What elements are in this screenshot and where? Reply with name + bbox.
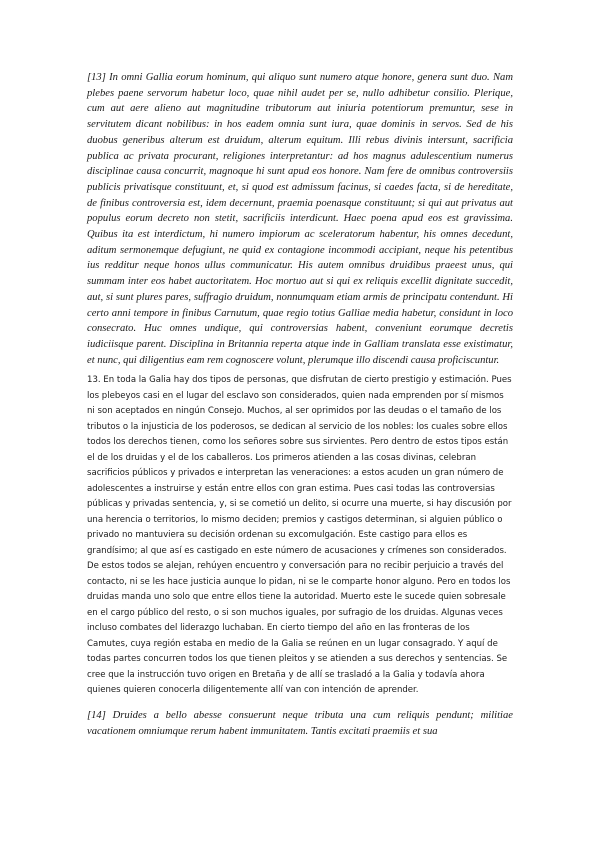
spanish-translation-13: 13. En toda la Galia hay dos tipos de personas, que disfrutan de cierto prestigio y estimación. Pues los plebeyos casi en el lugar del esclavo son considerados, quien nada emprenden por sí mismos ni son aceptados en ningún Consejo. Muchos, al ser oprimidos por las deudas o el tamaño de los tributos o la injusticia de los poderosos, se dedican al servicio de los nobles: los cuales sobre ellos todos los derechos tienen, como los señores sobre sus sirvientes. Pero dentro de estos tipos están el de los druidas y el de los caballeros. Los primeros atienden a las cosas divinas, celebran sacrificios públicos y privados e interpretan las veneraciones: a estos acuden un gran número de adolescentes a instruirse y están entre ellos con gran estima. Pues casi todas las controversias públicas y privadas sentencia, y, si se cometió un delito, si ocurre una muerte, si hay discusión por una herencia o territorios, lo mismo deciden; premios y castigos determinan, si alguien público o privado no mantuviera su decisión ordenan su excomulgación. Este castigo para ellos es grandísimo; al que así es castigado en este número de acusaciones y crímenes son considerados. De estos todos se alejan, rehúyen encuentro y conversación para no recibir perjuicio a través del contacto, ni se les hace justicia aunque lo pidan, ni se le comparte honor alguno. Pero en todos los druidas manda uno solo que entre ellos tiene la autoridad. Muerto este le sucede quien sobresale en el cargo público del resto, o si son muchos iguales, por sufragio de los druidas. Algunas veces incluso combates del liderazgo luchaban. En cierto tiempo del año en las fronteras de los Camutes, cuya región estaba en medio de la Galia se reúnen en un lugar consagrado. Y aquí de todas partes concurren todos los que tienen pleitos y se atienden a sus derechos y sentencias. Se cree que la instrucción tuvo origen en Bretaña y de allí se trasladó a la Galia y todavía ahora quienes quieren conocerla diligentemente allí van con intención de aprender. — [87, 375, 512, 696]
latin-paragraph-14: [14] Druides a bello abesse consuerunt neque tributa una cum reliquis pendunt; militiae vacationem omniumque rerum habent immunitatem. Tantis excitati praemiis et sua — [87, 709, 513, 737]
latin-paragraph-13: [13] In omni Gallia eorum hominum, qui aliquo sunt numero atque honore, genera sunt duo. Nam plebes paene servorum habetur loco, quae nihil audet per se, nullo adhibetur consilio. Plerique, cum aut aere alieno aut magnitudine tributorum aut iniuria potentiorum premuntur, sese in servitutem dicant nobilibus: in hos eadem omnia sunt iura, quae dominis in servos. Sed de his duobus generibus alterum est druidum, alterum equitum. Illi rebus divinis intersunt, sacrificia publica ac privata procurant, religiones interpretantur: ad hos magnus adulescentium numerus disciplinae causa concurrit, magnoque hi sunt apud eos honore. Nam fere de omnibus controversiis publicis privatisque constituunt, et, si quod est admissum facinus, si caedes facta, si de hereditate, de finibus controversia est, idem decernunt, praemia poenasque constituunt; si qui aut privatus aut populus eorum decreto non stetit, sacrificiis interdicunt. Haec poena apud eos est gravissima. Quibus ita est interdictum, hi numero impiorum ac sceleratorum habentur, his omnes decedunt, aditum sermonemque defugiunt, ne quid ex contagione incommodi accipiant, neque his petentibus ius redditur neque honos ullus communicatur. His autem omnibus druidibus praeest unus, qui summam inter eos habet auctoritatem. Hoc mortuo aut si qui ex reliquis excellit dignitate succedit, aut, si sunt plures pares, suffragio druidum, nonnumquam etiam armis de principatu contendunt. Hi certo anni tempore in finibus Carnutum, quae regio totius Galliae media habetur, considunt in loco consecrato. Huc omnes undique, qui controversias habent, conveniunt eorumque decretis iudiciisque parent. Disciplina in Britannia reperta atque inde in Galliam translata esse existimatur, et nunc, qui diligentius eam rem cognoscere volunt, plerumque illo discendi causa proficiscuntur. — [87, 72, 513, 366]
document-page — [87, 70, 513, 739]
